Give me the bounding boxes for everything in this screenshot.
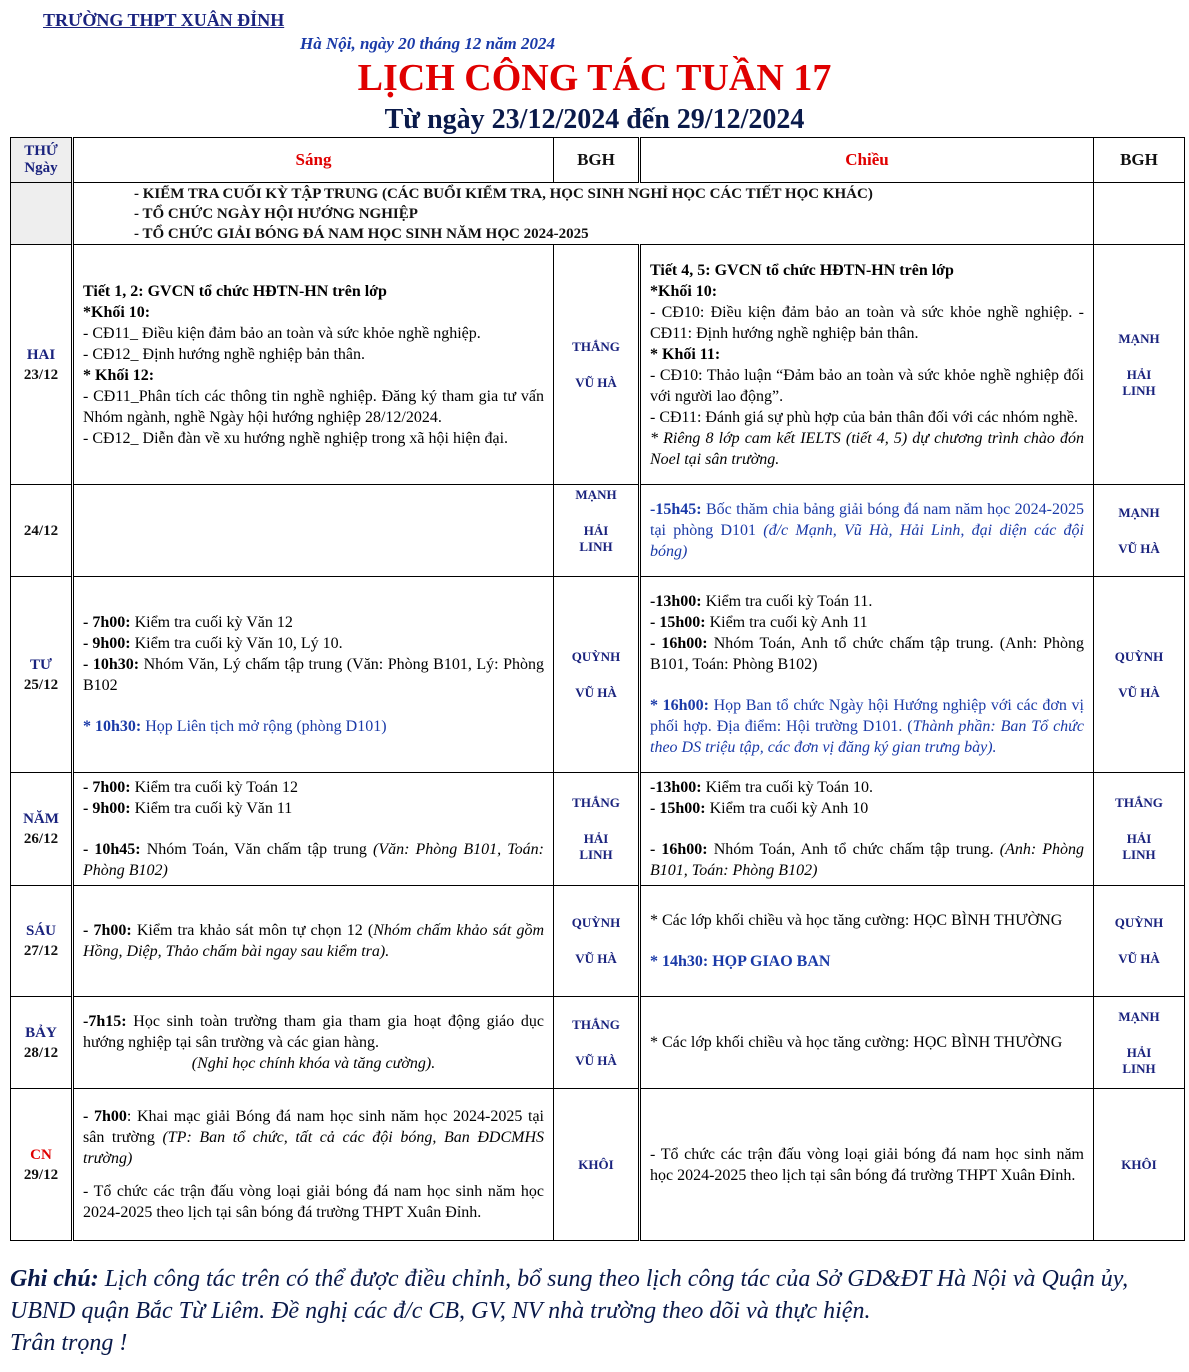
bgh-name: HẢI xyxy=(583,831,609,846)
column-header-day-line2: Ngày xyxy=(24,160,58,176)
note-line: - KIỂM TRA CUỐI KỲ TẬP TRUNG (CÁC BUỔI KIỂM TRA, HỌC SINH NGHỈ HỌC CÁC TIẾT HỌC KHÁC) xyxy=(134,185,873,202)
bgh-name: QUỲNH xyxy=(1114,648,1164,664)
column-header-day xyxy=(11,138,73,183)
bgh-name: LINH xyxy=(579,539,613,554)
afternoon-cell xyxy=(640,1089,1094,1241)
column-header-day-line1: THỨ xyxy=(24,143,58,159)
activity-line: - 16h00: Nhóm Toán, Anh tổ chức chấm tập trung. (Anh: Phòng B101, Toán: Phòng B102) xyxy=(650,635,1085,673)
activity-line: -13h00: Kiểm tra cuối kỳ Toán 11. xyxy=(650,593,873,610)
table-row xyxy=(11,997,1185,1089)
day-name: HAI xyxy=(26,346,56,363)
activity-line: - CĐ12_ Diễn đàn về xu hướng nghề nghiệp trong xã hội hiện đại. xyxy=(83,429,509,447)
bgh-morning-cell xyxy=(554,245,640,485)
activity-note: * Riêng 8 lớp cam kết IELTS (tiết 4, 5) dự chương trình chào đón Noel tại sân trường. xyxy=(650,429,1084,468)
afternoon-cell xyxy=(640,773,1094,886)
grade-heading: *Khối 10: xyxy=(83,303,151,321)
activity-line: - CĐ11_Phân tích các thông tin nghề nghiệp. Đăng ký tham gia tư vấn Nhóm ngành, nghề Ngày hội hướng nghiệp 28/12/2024. xyxy=(83,387,544,426)
table-row xyxy=(11,577,1185,773)
activity-line: - 16h00: Nhóm Toán, Anh tổ chức chấm tập trung. (Anh: Phòng B101, Toán: Phòng B102) xyxy=(650,841,1085,879)
bgh-name: VŨ HÀ xyxy=(1118,540,1160,556)
grade-heading: *Khối 10: xyxy=(650,282,718,300)
day-date: 24/12 xyxy=(23,522,59,539)
schedule-table xyxy=(10,137,1185,1241)
bgh-name: HẢI xyxy=(583,523,609,538)
day-name: TƯ xyxy=(30,656,52,673)
page-title: LỊCH CÔNG TÁC TUẦN 17 xyxy=(357,57,832,99)
day-name: BẢY xyxy=(25,1024,57,1041)
notes-cell xyxy=(73,183,1094,245)
day-name: SÁU xyxy=(25,923,56,939)
bgh-afternoon-cell xyxy=(1094,886,1185,997)
notes-row xyxy=(11,183,1185,245)
activity-line: -7h15: Học sinh toàn trường tham gia tham gia hoạt động giáo dục hướng nghiệp tại sân trường và các gian hàng. xyxy=(83,1013,544,1051)
bgh-name: VŨ HÀ xyxy=(575,374,617,390)
activity-line: - CĐ11: Đánh giá sự phù hợp của bản thân đối với các nhóm nghề. xyxy=(650,408,1079,426)
footer-closing: Trân trọng ! xyxy=(10,1330,128,1356)
bgh-name: QUỲNH xyxy=(571,915,621,930)
day-cell xyxy=(11,1089,73,1241)
bgh-name: QUỲNH xyxy=(571,648,621,664)
bgh-afternoon-cell xyxy=(1094,485,1185,577)
activity-note: (đ/c Mạnh, Vũ Hà, Hải Linh, đại diện các đội bóng) xyxy=(650,522,1085,560)
bgh-morning-cell xyxy=(554,485,640,577)
footer-label: Ghi chú: xyxy=(10,1266,99,1292)
activity-line: - 9h00: Kiểm tra cuối kỳ Văn 10, Lý 10. xyxy=(83,635,343,652)
meeting-line: * 14h30: HỌP GIAO BAN xyxy=(650,953,831,970)
bgh-afternoon-cell xyxy=(1094,773,1185,886)
bgh-name: QUỲNH xyxy=(1114,915,1164,930)
bgh-name: KHÔI xyxy=(1121,1156,1157,1172)
activity-line: * Các lớp khối chiều và học tăng cường: HỌC BÌNH THƯỜNG xyxy=(650,912,1063,929)
activity-line: - 15h00: Kiểm tra cuối kỳ Anh 10 xyxy=(650,800,869,817)
morning-cell xyxy=(73,577,554,773)
column-header-afternoon: Chiều xyxy=(640,138,1094,183)
activity-line: - Tổ chức các trận đấu vòng loại giải bóng đá nam học sinh năm học 2024-2025 theo lịch tại sân bóng đá trường THPT Xuân Đỉnh. xyxy=(83,1183,544,1221)
activity-line: - 7h00: Kiểm tra cuối kỳ Văn 12 xyxy=(83,614,293,631)
time-label: -15h45: xyxy=(650,501,702,518)
day-date: 27/12 xyxy=(23,943,59,959)
bgh-name: VŨ HÀ xyxy=(575,951,617,966)
morning-cell xyxy=(73,773,554,886)
bgh-name: VŨ HÀ xyxy=(1118,684,1160,700)
day-name: NĂM xyxy=(23,811,59,827)
morning-cell xyxy=(73,485,554,577)
activity-line: - CĐ11_ Điều kiện đảm bảo an toàn và sức khỏe nghề nghiệp. xyxy=(83,324,481,342)
activity-line: - 7h00: Khai mạc giải Bóng đá nam học sinh năm học 2024-2025 tại sân trường (TP: Ban tổ chức, tất cả các đội bóng, Ban ĐDCMHS trường) xyxy=(83,1108,545,1167)
afternoon-cell xyxy=(640,886,1094,997)
morning-cell xyxy=(73,1089,554,1241)
bgh-name: VŨ HÀ xyxy=(575,1052,617,1068)
table-row xyxy=(11,485,1185,577)
bgh-morning-cell xyxy=(554,1089,640,1241)
column-header-bgh-afternoon: BGH xyxy=(1094,138,1185,183)
bgh-name: VŨ HÀ xyxy=(1118,951,1160,966)
activity-note: (Nghỉ học chính khóa và tăng cường). xyxy=(191,1055,436,1072)
bgh-name: HẢI xyxy=(1126,1044,1152,1060)
bgh-afternoon-cell xyxy=(1094,577,1185,773)
bgh-afternoon-cell xyxy=(1094,1089,1185,1241)
bgh-morning-cell xyxy=(554,577,640,773)
bgh-name: THẮNG xyxy=(1115,795,1163,810)
activity-line: - 7h00: Kiểm tra cuối kỳ Toán 12 xyxy=(83,779,298,796)
bgh-afternoon-cell xyxy=(1094,245,1185,485)
bgh-name: HẢI xyxy=(1126,366,1152,382)
issue-date: Hà Nội, ngày 20 tháng 12 năm 2024 xyxy=(300,34,556,53)
day-cell xyxy=(11,485,73,577)
day-date: 25/12 xyxy=(23,676,59,693)
bgh-morning-cell xyxy=(554,773,640,886)
afternoon-cell xyxy=(640,997,1094,1089)
bgh-morning-cell xyxy=(554,886,640,997)
activity-line: - CĐ10: Điều kiện đảm bảo an toàn và sức khỏe nghề nghiệp. - CĐ11: Định hướng nghề nghiệp bản thân. xyxy=(650,303,1084,342)
activity-text: Bốc thăm chia bảng giải bóng đá nam năm học 2024-2025 tại phòng D101 xyxy=(650,501,1084,539)
note-line: - TỔ CHỨC GIẢI BÓNG ĐÁ NAM HỌC SINH NĂM HỌC 2024-2025 xyxy=(134,225,589,242)
activity-line: - 7h00: Kiểm tra khảo sát môn tự chọn 12 (Nhóm chấm khảo sát gồm Hồng, Diệp, Thảo chấm bài ngay sau kiểm tra). xyxy=(83,922,544,960)
activity-line: * Các lớp khối chiều và học tăng cường: HỌC BÌNH THƯỜNG xyxy=(650,1034,1063,1051)
morning-cell xyxy=(73,997,554,1089)
note-line: - TỔ CHỨC NGÀY HỘI HƯỚNG NGHIỆP xyxy=(134,205,418,222)
activity-line: - 9h00: Kiểm tra cuối kỳ Văn 11 xyxy=(83,800,293,817)
bgh-name: MẠNH xyxy=(575,487,617,502)
bgh-name: LINH xyxy=(1122,382,1156,398)
period-heading: Tiết 4, 5: GVCN tổ chức HĐTN-HN trên lớp xyxy=(650,261,954,279)
footer-note xyxy=(10,1263,1180,1359)
afternoon-cell xyxy=(640,577,1094,773)
day-cell xyxy=(11,577,73,773)
notes-bgh-cell xyxy=(1094,183,1185,245)
day-cell xyxy=(11,773,73,886)
school-name: TRƯỜNG THPT XUÂN ĐỈNH xyxy=(43,10,285,30)
bgh-name: MẠNH xyxy=(1118,1008,1160,1024)
bgh-name: THẮNG xyxy=(572,795,620,810)
day-date: 26/12 xyxy=(23,831,59,847)
bgh-name: THẮNG xyxy=(572,338,620,354)
day-date: 29/12 xyxy=(23,1166,59,1183)
bgh-name: HẢI xyxy=(1126,831,1152,846)
meeting-line: * 10h30: Họp Liên tịch mở rộng (phòng D101) xyxy=(83,718,387,735)
bgh-name: VŨ HÀ xyxy=(575,684,617,700)
bgh-name: MẠNH xyxy=(1118,330,1160,346)
afternoon-cell xyxy=(640,245,1094,485)
activity-line: - Tổ chức các trận đấu vòng loại giải bóng đá nam học sinh năm học 2024-2025 theo lịch tại sân bóng đá trường THPT Xuân Đỉnh. xyxy=(650,1145,1084,1184)
bgh-name: THẮNG xyxy=(572,1016,620,1032)
activity-line: - 10h30: Nhóm Văn, Lý chấm tập trung (Văn: Phòng B101, Lý: Phòng B102 xyxy=(83,656,544,694)
table-row xyxy=(11,245,1185,485)
day-date: 28/12 xyxy=(23,1044,59,1061)
footer-text: Lịch công tác trên có thể được điều chỉnh, bổ sung theo lịch công tác của Sở GD&ĐT Hà Nội và Quận ủy, UBND quận Bắc Từ Liêm. Đề nghị các đ/c CB, GV, NV nhà trường theo dõi và thực hiện. xyxy=(10,1266,1129,1324)
bgh-name: LINH xyxy=(579,847,613,862)
meeting-line: * 16h00: Họp Ban tổ chức Ngày hội Hướng nghiệp với các đơn vị phối hợp. Địa điểm: Hội trường D101. (Thành phần: Ban Tổ chức theo DS triệu tập, các đơn vị đăng ký gian trưng bày). xyxy=(650,697,1085,756)
morning-cell xyxy=(73,245,554,485)
column-header-bgh-morning: BGH xyxy=(554,138,640,183)
activity-line: - CĐ12_ Định hướng nghề nghiệp bản thân. xyxy=(83,345,365,363)
bgh-morning-cell xyxy=(554,997,640,1089)
morning-cell xyxy=(73,886,554,997)
table-row xyxy=(11,773,1185,886)
column-header-morning: Sáng xyxy=(73,138,554,183)
table-header-row xyxy=(11,138,1185,183)
grade-heading: * Khối 11: xyxy=(650,345,721,363)
grade-heading: * Khối 12: xyxy=(83,366,155,384)
afternoon-cell xyxy=(640,485,1094,577)
bgh-name: MẠNH xyxy=(1118,504,1160,520)
page-subtitle: Từ ngày 23/12/2024 đến 29/12/2024 xyxy=(384,104,805,135)
period-heading: Tiết 1, 2: GVCN tổ chức HĐTN-HN trên lớp xyxy=(83,282,387,300)
day-name: CN xyxy=(30,1146,52,1163)
day-date: 23/12 xyxy=(23,366,59,383)
day-cell xyxy=(11,245,73,485)
bgh-name: KHÔI xyxy=(578,1156,614,1172)
activity-line: - 15h00: Kiểm tra cuối kỳ Anh 11 xyxy=(650,614,868,631)
table-row xyxy=(11,1089,1185,1241)
day-cell xyxy=(11,997,73,1089)
activity-line: -13h00: Kiểm tra cuối kỳ Toán 10. xyxy=(650,779,873,796)
bgh-afternoon-cell xyxy=(1094,997,1185,1089)
activity-line: - 10h45: Nhóm Toán, Văn chấm tập trung (Văn: Phòng B101, Toán: Phòng B102) xyxy=(83,841,544,879)
notes-day-cell xyxy=(11,183,73,245)
table-row xyxy=(11,886,1185,997)
activity-line: - CĐ10: Thảo luận “Đảm bảo an toàn và sức khỏe nghề nghiệp đối với người lao động”. xyxy=(650,366,1084,405)
bgh-name: LINH xyxy=(1122,847,1156,862)
bgh-name: LINH xyxy=(1122,1060,1156,1076)
day-cell xyxy=(11,886,73,997)
